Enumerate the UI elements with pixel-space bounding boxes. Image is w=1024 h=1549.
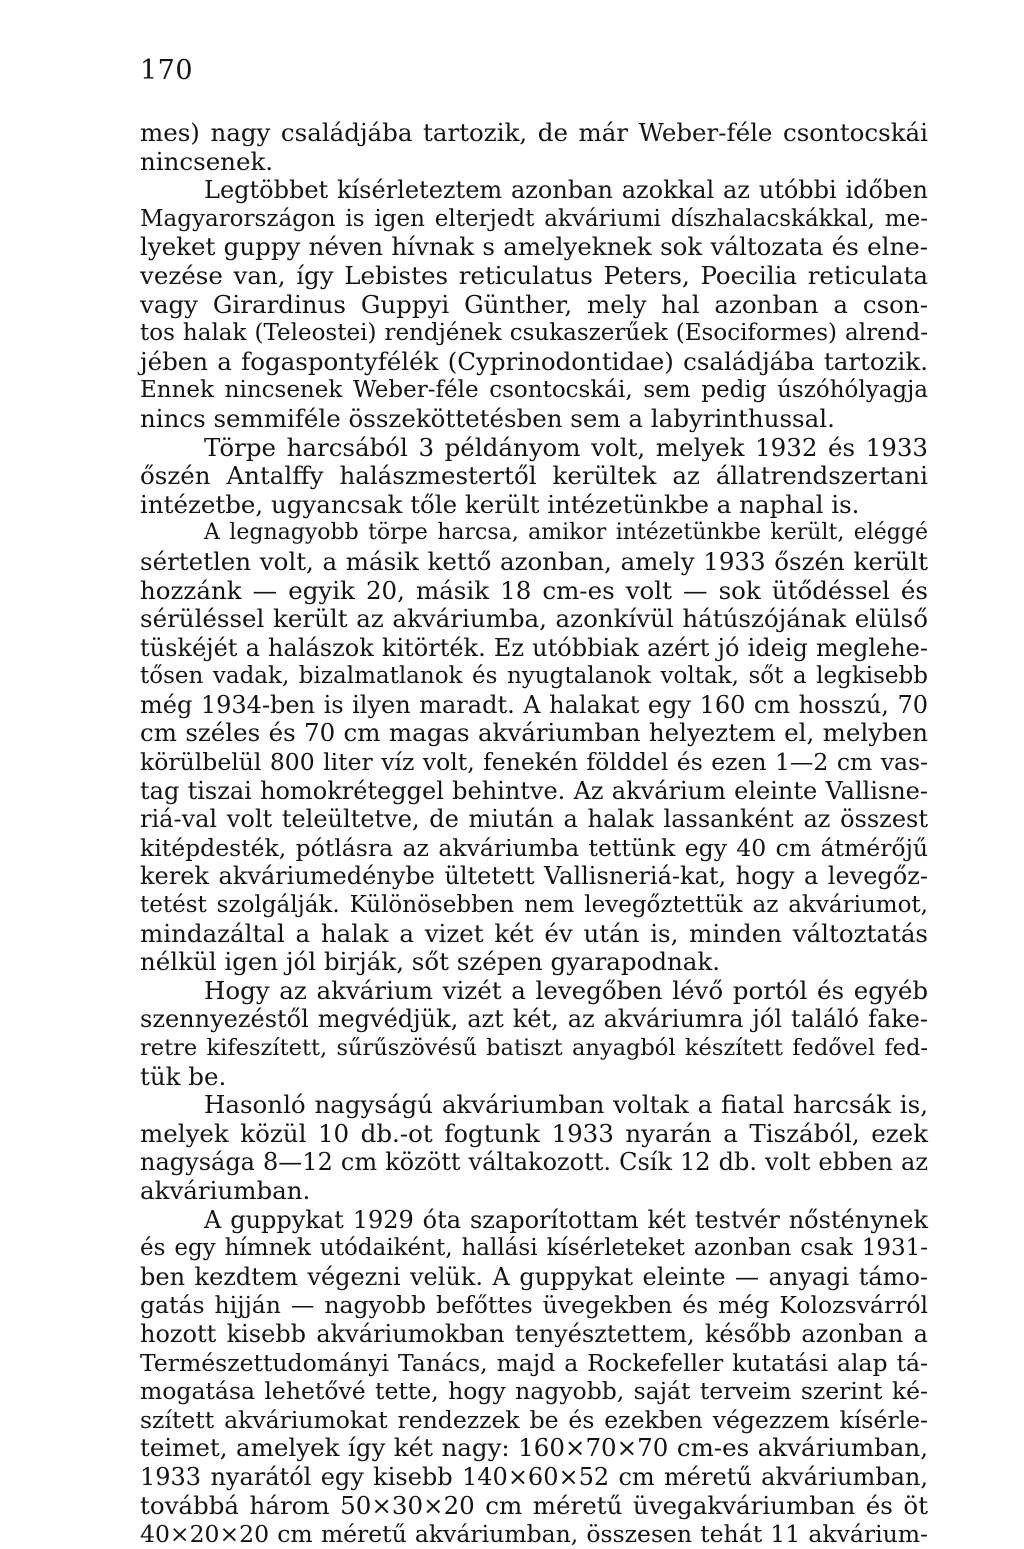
text-line: tetést szolgálják. Különösebben nem levegőztettük az akváriumot, — [140, 892, 928, 919]
text-line: A legnagyobb törpe harcsa, amikor intézetünkbe került, eléggé — [204, 520, 928, 546]
text-line: intézetbe, ugyancsak tőle került intézetünkbe a naphal is. — [140, 489, 860, 519]
text-line: jében a fogaspontyfélék (Cyprinodontidae) családjába tartozik. — [140, 346, 928, 376]
text-line: ben kezdtem végezni velük. A guppykat eleinte — anyagi támo- — [140, 1262, 928, 1291]
page-number: 170 — [140, 55, 194, 86]
text-line: tos halak (Teleostei) rendjének csukaszerűek (Esociformes) alrend- — [140, 320, 928, 347]
text-line: sértetlen volt, a másik kettő azonban, amely 1933 őszén került — [140, 546, 928, 576]
text-line: továbbá három 50×30×20 cm méretű üvegakváriumban és öt — [140, 1490, 928, 1520]
text-line: tősen vadak, bizalmatlanok és nyugtalanok voltak, sőt a legkisebb — [140, 663, 928, 690]
text-line: mes) nagy családjába tartozik, de már Weber-féle csontocskái — [140, 118, 928, 147]
text-line: nélkül igen jól birják, sőt szépen gyarapodnak. — [140, 947, 721, 977]
text-line: akváriumban. — [140, 1175, 311, 1205]
text-line: sérüléssel került az akváriumba, azonkívül hátúszójának elülső — [140, 604, 928, 634]
text-line: szennyezéstől megvédjük, azt két, az akváriumra jól találó fake- — [140, 1005, 928, 1034]
text-line: teimet, amelyek így két nagy: 160×70×70 cm-es akváriumban, — [140, 1433, 928, 1463]
text-line: tag tiszai homokréteggel behintve. Az akvárium eleinte Vallisne- — [140, 776, 928, 805]
text-line: riá-val volt teleültetve, de miután a halak lassanként az összest — [140, 805, 928, 834]
text-line: szített akváriumokat rendezzek be és ezekben végezzem kísérle- — [140, 1405, 928, 1434]
text-line: A guppykat 1929 óta szaporítottam két testvér nősténynek — [204, 1205, 928, 1234]
text-line: mogatása lehetővé tette, hogy nagyobb, saját terveim szerint ké- — [140, 1377, 928, 1406]
text-line: Legtöbbet kísérleteztem azonban azokkal az utóbbi időben — [204, 176, 928, 205]
text-line: Természettudományi Tanács, majd a Rockefeller kutatási alap tá- — [140, 1348, 928, 1377]
text-line: és egy hímnek utódaiként, hallási kísérleteket azonban csak 1931- — [140, 1235, 928, 1262]
text-line: 1933 nyarától egy kisebb 140×60×52 cm méretű akváriumban, — [140, 1462, 928, 1491]
text-line: hozott kisebb akváriumokban tenyésztettem, később azonban a — [140, 1319, 928, 1348]
text-line: Ennek nincsenek Weber-féle csontocskái, sem pedig úszóhólyagja — [140, 377, 928, 404]
text-line: körülbelül 800 liter víz volt, fenekén földdel és ezen 1—2 cm vas- — [140, 748, 928, 777]
text-line: lyeket guppy néven hívnak s amelyeknek sok változata és elne- — [140, 232, 928, 262]
text-line: tüskéjét a halászok kitörték. Ez utóbbiak azért jó ideig meglehe- — [140, 633, 928, 662]
text-line: 40×20×20 cm méretű akváriumban, összesen tehát 11 akvárium- — [140, 1520, 928, 1549]
text-line: melyek közül 10 db.-ot fogtunk 1933 nyarán a Tiszából, ezek — [140, 1118, 928, 1148]
text-line: vagy Girardinus Guppyi Günther, mely hal azonban a cson- — [140, 289, 928, 319]
text-line: nincs semmiféle összeköttetésben sem a labyrinthussal. — [140, 403, 835, 433]
text-line: retre kifeszített, sűrűszövésű batiszt anyagból készített fedővel fed- — [140, 1035, 928, 1061]
text-line: Törpe harcsából 3 példányom volt, melyek 1932 és 1933 — [204, 432, 928, 462]
text-line: kitépdesték, pótlásra az akváriumba tettünk egy 40 cm átmérőjű — [140, 833, 928, 862]
text-line: tük be. — [140, 1061, 227, 1091]
text-line: őszén Antalffy halászmestertől kerültek az állatrendszertani — [140, 461, 928, 491]
text-line: nincsenek. — [140, 146, 274, 176]
text-line: gatás hijján — nagyobb befőttes üvegekben és még Kolozsvárról — [140, 1291, 928, 1320]
text-line: kerek akváriumedénybe ültetett Vallisneriá-kat, hogy a levegőz- — [140, 862, 928, 891]
text-line: hozzánk — egyik 20, másik 18 cm-es volt — sok ütődéssel és — [140, 575, 928, 605]
text-line: Magyarországon is igen elterjedt akváriumi díszhalacskákkal, me- — [140, 205, 928, 232]
text-line: cm széles és 70 cm magas akváriumban helyeztem el, melyben — [140, 718, 928, 748]
text-line: még 1934-ben is ilyen maradt. A halakat egy 160 cm hosszú, 70 — [140, 690, 928, 719]
text-line: Hogy az akvárium vizét a levegőben lévő portól és egyéb — [204, 975, 928, 1005]
text-line: vezése van, így Lebistes reticulatus Peters, Poecilia reticulata — [140, 260, 928, 290]
body-text — [140, 119, 928, 1549]
text-line: Hasonló nagyságú akváriumban voltak a fiatal harcsák is, — [204, 1090, 928, 1120]
text-line: nagysága 8—12 cm között váltakozott. Csík 12 db. volt ebben az — [140, 1148, 928, 1177]
text-line: mindazáltal a halak a vizet két év után is, minden változtatás — [140, 918, 928, 948]
